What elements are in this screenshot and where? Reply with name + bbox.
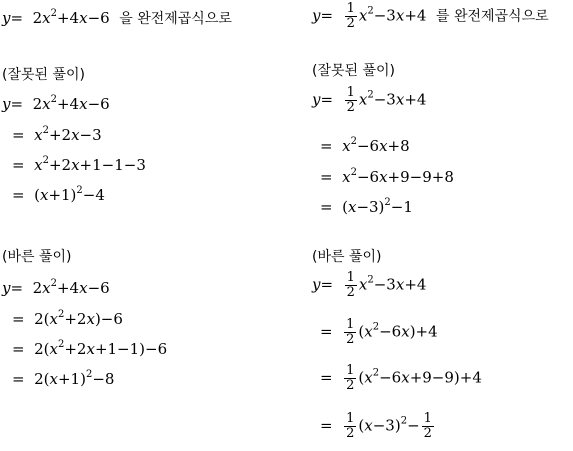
right-problem-suffix: 를 완전제곱식으로 <box>435 8 549 25</box>
left-problem-statement: $y= 2x^2+4x-6$ 을 완전제곱식으로 <box>2 8 232 27</box>
right-wrong-heading: (잘못된 풀이) <box>312 63 395 79</box>
left-problem-suffix: 을 완전제곱식으로 <box>119 11 232 27</box>
fraction: $\frac{1}{2}$ <box>423 411 432 441</box>
left-wrong-line-3: = $x^2+2x+1-1-3$ <box>12 155 146 174</box>
fraction: $\frac{1}{2}$ <box>346 317 355 347</box>
left-wrong-heading: (잘못된 풀이) <box>2 67 85 83</box>
fraction: $\frac{1}{2}$ <box>346 363 355 393</box>
right-wrong-line-4: = $(x-3)^2-1$ <box>320 197 413 216</box>
right-right-line-2: = $\frac{1}{2}$ $(x^2-6x)+4$ <box>320 317 438 347</box>
right-wrong-line-3: = $x^2-6x+9-9+8$ <box>320 167 454 186</box>
right-right-line-4: = $\frac{1}{2}$ $(x-3)^2-$ $\frac{1}{2}$ <box>320 411 432 441</box>
left-right-line-3: = $2(x^2+2x+1-1)-6$ <box>12 339 168 358</box>
fraction: $\frac{1}{2}$ <box>346 411 355 441</box>
left-right-line-1: $y= 2x^2+4x-6$ <box>2 278 110 297</box>
left-wrong-line-1: $y= 2x^2+4x-6$ <box>2 94 110 113</box>
right-problem-statement: y= $\frac{1}{2}$ $x^2-3x+4$ 를 완전제곱식으로 <box>312 1 549 31</box>
right-right-line-3: = $\frac{1}{2}$ $(x^2-6x+9-9)+4$ <box>320 363 482 393</box>
right-right-line-1: y= $\frac{1}{2}$ $x^2-3x+4$ <box>312 270 427 300</box>
left-right-heading: (바른 풀이) <box>2 249 72 265</box>
left-wrong-line-2: = $x^2+2x-3$ <box>12 125 102 144</box>
fraction: $\frac{1}{2}$ <box>346 1 355 31</box>
right-wrong-line-1: y= $\frac{1}{2}$ $x^2-3x+4$ <box>312 85 427 115</box>
left-right-line-2: = $2(x^2+2x)-6$ <box>12 309 123 328</box>
right-wrong-line-2: = $x^2-6x+8$ <box>320 136 410 155</box>
right-right-heading: (바른 풀이) <box>312 249 382 265</box>
left-right-line-4: = $2(x+1)^2-8$ <box>12 369 115 388</box>
fraction: $\frac{1}{2}$ <box>346 270 355 300</box>
left-wrong-line-4: = $(x+1)^2-4$ <box>12 185 105 204</box>
fraction: $\frac{1}{2}$ <box>346 85 355 115</box>
